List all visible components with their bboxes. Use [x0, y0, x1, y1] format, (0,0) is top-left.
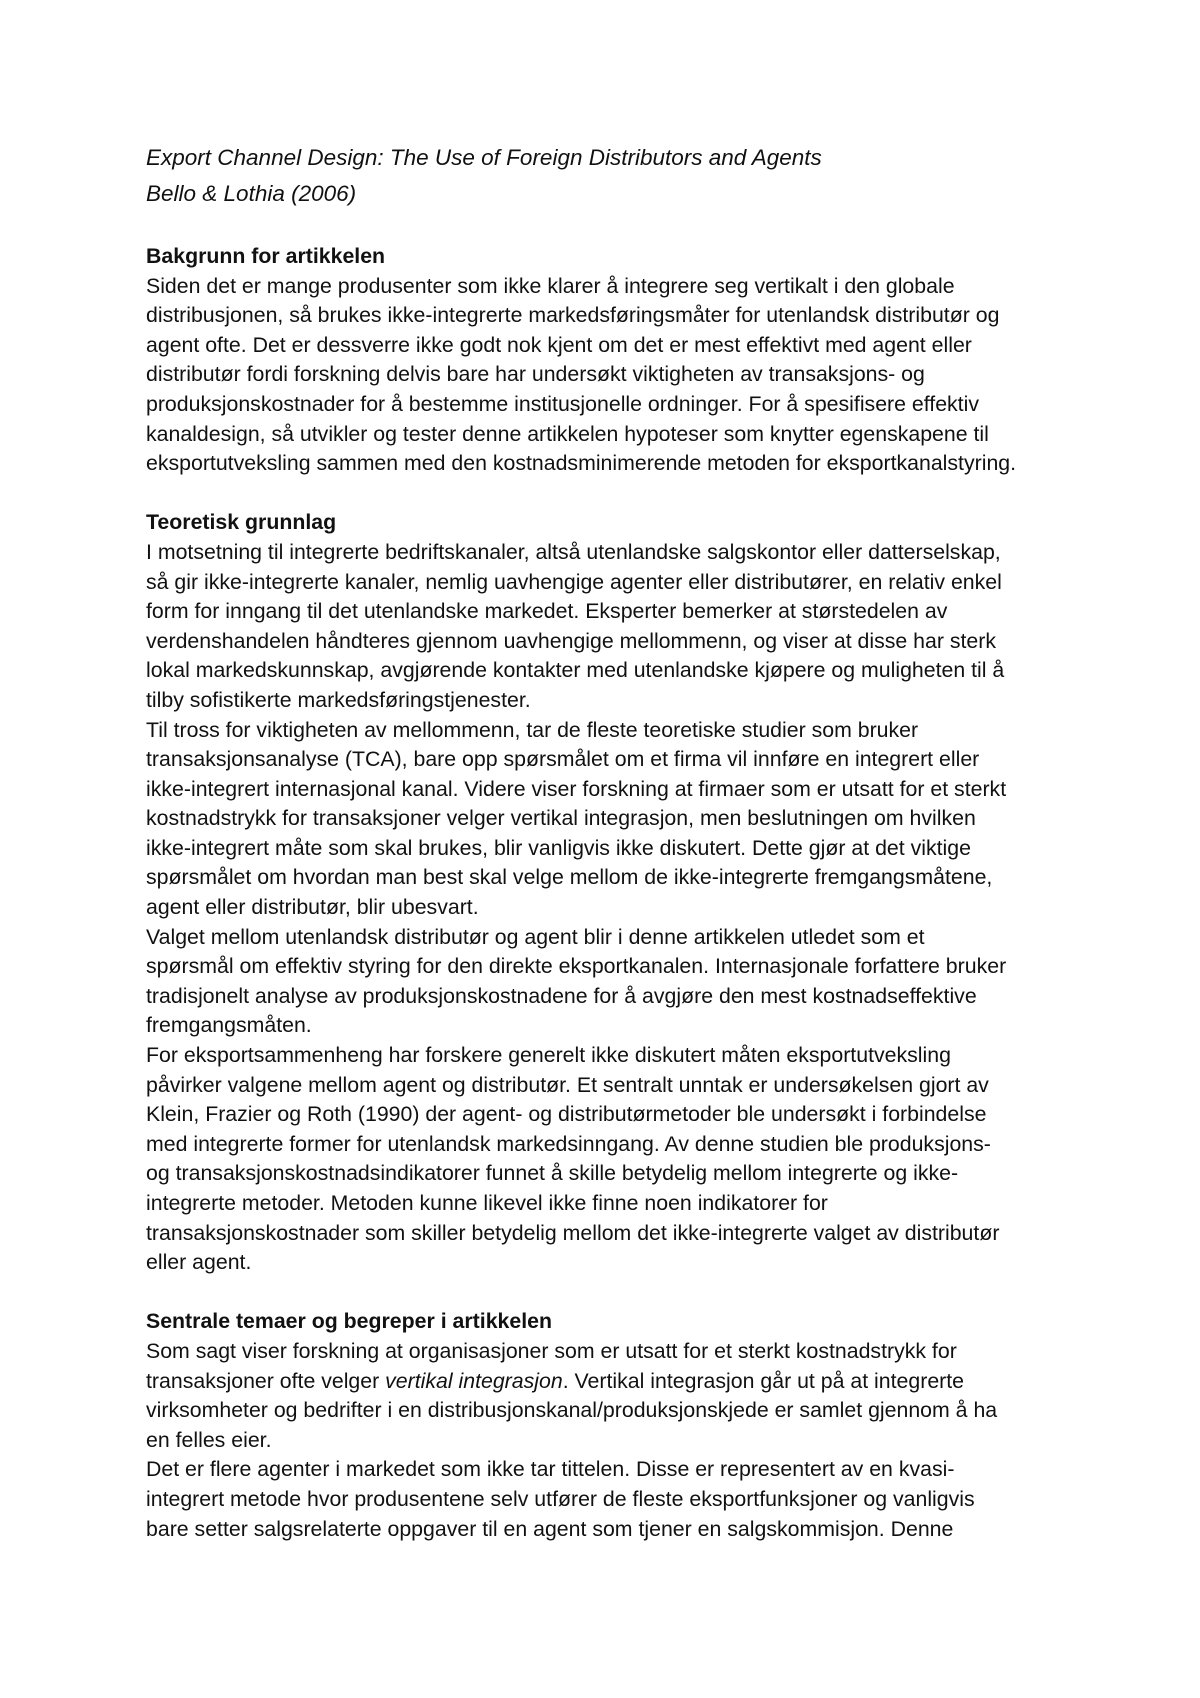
text-line: distributør fordi forskning delvis bare har undersøkt viktigheten av transaksjons- og: [146, 362, 925, 387]
spacer: [146, 479, 1106, 509]
document-authors: Bello & Lothia (2006): [146, 181, 357, 206]
text-line: verdenshandelen håndteres gjennom uavhengige mellommenn, og viser at disse har sterk: [146, 628, 997, 653]
section-body: [146, 1337, 1106, 1544]
text-line: For eksportsammenheng har forskere generelt ikke diskutert måten eksportutveksling: [146, 1043, 951, 1068]
text-line: Klein, Frazier og Roth (1990) der agent- og distributørmetoder ble undersøkt i forbindelse: [146, 1102, 987, 1127]
text-line: Som sagt viser forskning at organisasjoner som er utsatt for et sterkt kostnadstrykk for: [146, 1338, 957, 1363]
text-line: integrerte metoder. Metoden kunne likevel ikke finne noen indikatorer for: [146, 1191, 828, 1215]
text-line: ikke-integrert måte som skal brukes, blir vanligvis ikke diskutert. Dette gjør at det viktige: [146, 835, 971, 860]
text-line: transaksjonsanalyse (TCA), bare opp spørsmålet om et firma vil innføre en integrert eller: [146, 747, 980, 772]
text-line: fremgangsmåten.: [146, 1013, 312, 1038]
text-line: agent eller distributør, blir ubesvart.: [146, 895, 479, 920]
document-page: [146, 140, 1106, 1544]
text-line: så gir ikke-integrerte kanaler, nemlig uavhengige agenter eller distributører, en relativ enkel: [146, 569, 1002, 594]
text-line: integrert metode hvor produsentene selv utfører de fleste eksportfunksjoner og vanligvis: [146, 1486, 975, 1511]
text-line: Valget mellom utenlandsk distributør og agent blir i denne artikkelen utledet som et: [146, 924, 925, 949]
text-line: tilby sofistikerte markedsføringstjenester.: [146, 687, 531, 712]
text-line: ikke-integrert internasjonal kanal. Videre viser forskning at firmaer som er utsatt for et sterkt: [146, 776, 1007, 801]
text-line: lokal markedskunnskap, avgjørende kontakter med utenlandske kjøpere og muligheten til å: [146, 658, 1005, 683]
text-line: virksomheter og bedrifter i en distribusjonskanal/produksjonskjede er samlet gjennom å ha: [146, 1398, 998, 1423]
text-line: transaksjonskostnader som skiller betydelig mellom det ikke-integrerte valget av distributør: [146, 1220, 1000, 1245]
section-heading: Teoretisk grunnlag: [146, 510, 337, 535]
spacer: [146, 212, 1106, 242]
text-line: kanaldesign, så utvikler og tester denne artikkelen hypoteser som knytter egenskapene til: [146, 421, 989, 446]
text-line: eller agent.: [146, 1250, 252, 1275]
section-background: [146, 242, 1106, 479]
text-segment: transaksjoner ofte velger: [146, 1368, 386, 1393]
text-line: spørsmålet om hvordan man best skal velge mellom de ikke-integrerte fremgangsmåtene,: [146, 865, 993, 890]
text-line: og transaksjonskostnadsindikatorer funnet å skille betydelig mellom integrerte og ikke-: [146, 1161, 959, 1186]
document-title: Export Channel Design: The Use of Foreign Distributors and Agents: [146, 145, 822, 170]
text-line: spørsmål om effektiv styring for den direkte eksportkanalen. Internasjonale forfattere bruker: [146, 954, 1007, 979]
text-line: en felles eier.: [146, 1427, 272, 1452]
text-line: tradisjonelt analyse av produksjonskostnadene for å avgjøre den mest kostnadseffektive: [146, 983, 977, 1008]
section-heading: Sentrale temaer og begreper i artikkelen: [146, 1309, 552, 1334]
text-line: med integrerte former for utenlandsk markedsinngang. Av denne studien ble produksjons-: [146, 1131, 991, 1156]
section-themes: [146, 1307, 1106, 1544]
section-body: [146, 272, 1106, 479]
text-line: kostnadstrykk for transaksjoner velger vertikal integrasjon, men beslutningen om hvilken: [146, 806, 976, 831]
section-heading: Bakgrunn for artikkelen: [146, 244, 386, 268]
italic-term: vertikal integrasjon: [385, 1368, 563, 1393]
text-segment: . Vertikal integrasjon går ut på at integrerte: [562, 1368, 965, 1393]
text-line: Det er flere agenter i markedet som ikke tar tittelen. Disse er representert av en kvasi-: [146, 1457, 955, 1482]
section-theory: [146, 508, 1106, 1277]
section-body: [146, 538, 1106, 1278]
text-line: påvirker valgene mellom agent og distributør. Et sentralt unntak er undersøkelsen gjort av: [146, 1072, 989, 1097]
spacer: [146, 1278, 1106, 1308]
text-line: Siden det er mange produsenter som ikke klarer å integrere seg vertikalt i den globale: [146, 273, 955, 298]
text-line: form for inngang til det utenlandske markedet. Eksperter bemerker at størstedelen av: [146, 599, 948, 624]
text-line: agent ofte. Det er dessverre ikke godt nok kjent om det er mest effektivt med agent eller: [146, 332, 972, 357]
text-line: distribusjonen, så brukes ikke-integrerte markedsføringsmåter for utenlandsk distributør og: [146, 303, 1000, 328]
text-line: produksjonskostnader for å bestemme institusjonelle ordninger. For å spesifisere effektiv: [146, 391, 979, 416]
text-line: Til tross for viktigheten av mellommenn, tar de fleste teoretiske studier som bruker: [146, 717, 919, 742]
text-line: bare setter salgsrelaterte oppgaver til en agent som tjener en salgskommisjon. Denne: [146, 1516, 954, 1541]
text-line: eksportutveksling sammen med den kostnadsminimerende metoden for eksportkanalstyring.: [146, 451, 1017, 476]
text-line: [146, 1367, 1106, 1397]
text-line: I motsetning til integrerte bedriftskanaler, altså utenlandske salgskontor eller datterselskap,: [146, 539, 1001, 564]
